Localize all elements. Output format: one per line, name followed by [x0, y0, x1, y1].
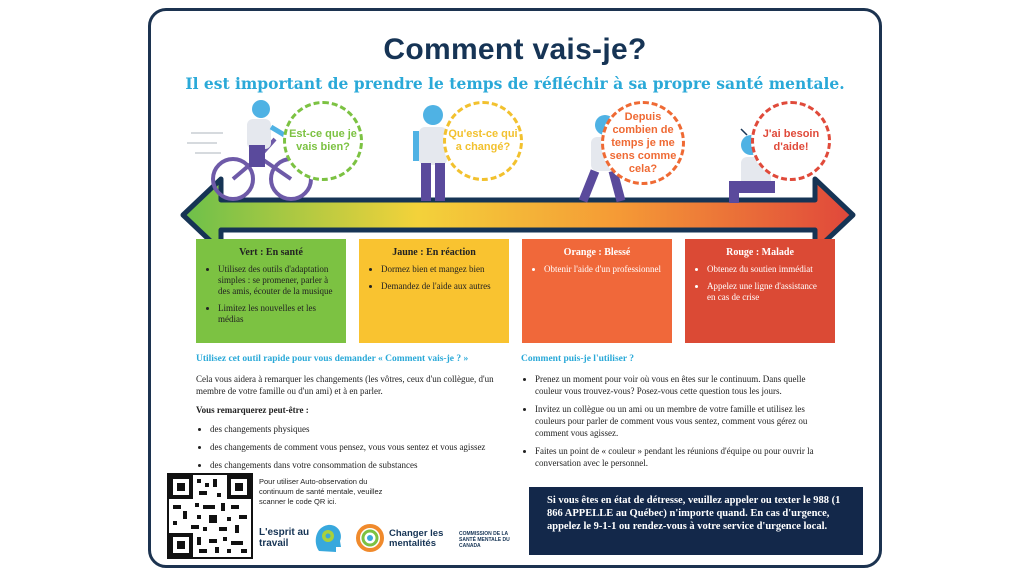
speed-lines [187, 133, 223, 153]
bubble-orange: Depuis combien de temps je me sens comme cela? [601, 101, 685, 185]
qr-pattern [169, 475, 251, 557]
usage-item: • Invitez un collègue ou un ami ou un membre de votre famille et utilisez les couleurs pour parler de comment vous vous sentez, comment vous gérez ou comment vous agissez. [535, 403, 831, 439]
bubble-green: Est-ce que je vais bien? [283, 101, 363, 181]
esprit-logo-text: L'esprit au travail [259, 527, 310, 549]
zone-item: • Dormez bien et mangez bien [381, 264, 501, 275]
changer-logo-icon [355, 523, 385, 553]
zone-item: • Obtenez du soutien immédiat [707, 264, 827, 275]
change-item: • des changements de comment vous pensez, vous vous sentez et vous agissez [210, 441, 506, 453]
right-heading: Comment puis-je l'utiliser ? [521, 354, 635, 364]
zone-heading: Rouge : Malade [726, 247, 794, 258]
left-notice: Vous remarquerez peut-être : [196, 405, 309, 415]
zone-heading: Vert : En santé [239, 247, 303, 258]
zone-item: • Obtenir l'aide d'un professionnel [544, 264, 664, 275]
zone-item: • Demandez de l'aide aux autres [381, 281, 501, 292]
zone-yellow [359, 239, 509, 343]
zone-green [196, 239, 346, 343]
standing-figure [413, 105, 447, 201]
zone-item: • Limitez les nouvelles et les médias [218, 303, 338, 325]
zone-orange [522, 239, 672, 343]
usage-item: • Prenez un moment pour voir où vous en êtes sur le continuum. Dans quelle couleur vous trouvez-vous? Posez-vous cette question tous les jours. [535, 373, 831, 397]
head-gears-icon [311, 521, 345, 555]
qr-instructions: Pour utiliser Auto-observation du continuum de santé mentale, veuillez scanner le code QR ici. [259, 477, 383, 506]
zone-boxes [196, 239, 836, 343]
bubble-yellow: Qu'est-ce qui a changé? [443, 101, 523, 181]
zone-red [685, 239, 835, 343]
poster-card [148, 8, 882, 568]
zone-item: • Utilisez des outils d'adaptation simples : se promener, parler à des amis, écouter de la musique [218, 264, 338, 297]
usage-item: • Faites un point de « couleur » pendant les réunions d'équipe ou pour ouvrir la conversation avec le personnel. [535, 445, 831, 469]
zone-heading: Jaune : En réaction [392, 247, 476, 258]
changer-logo-text: Changer les mentalités [389, 528, 444, 549]
right-column [521, 353, 831, 475]
logo-row [259, 517, 519, 561]
change-item: • des changements physiques [210, 423, 506, 435]
page-subtitle: Il est important de prendre le temps de réfléchir à sa propre santé mentale. [185, 74, 845, 93]
left-intro: Cela vous aidera à remarquer les changements (les vôtres, ceux d'un collègue, d'un membre de votre famille ou d'un ami) et à en parler. [196, 374, 494, 396]
qr-code[interactable] [167, 473, 253, 559]
zone-item: • Appelez une ligne d'assistance en cas de crise [707, 281, 827, 303]
left-column [196, 353, 506, 477]
bubble-red: J'ai besoin d'aide! [751, 101, 831, 181]
distress-banner: Si vous êtes en état de détresse, veuillez appeler ou texter le 988 (1 866 APPELLE au Québec) n'importe quand. En cas d'urgence, appelez le 9-1-1 ou rendez-vous à votre service d'urgence local. [529, 487, 863, 555]
left-heading: Utilisez cet outil rapide pour vous demander « Comment vais-je ? » [196, 354, 469, 364]
change-item: • des changements dans votre consommation de substances [210, 459, 506, 471]
commission-logo-text: COMMISSION DE LA SANTÉ MENTALE DU CANADA [459, 531, 510, 549]
zone-heading: Orange : Blessé [563, 247, 631, 258]
continuum-scene [151, 99, 882, 249]
page-title: Comment vais-je? [383, 33, 647, 66]
